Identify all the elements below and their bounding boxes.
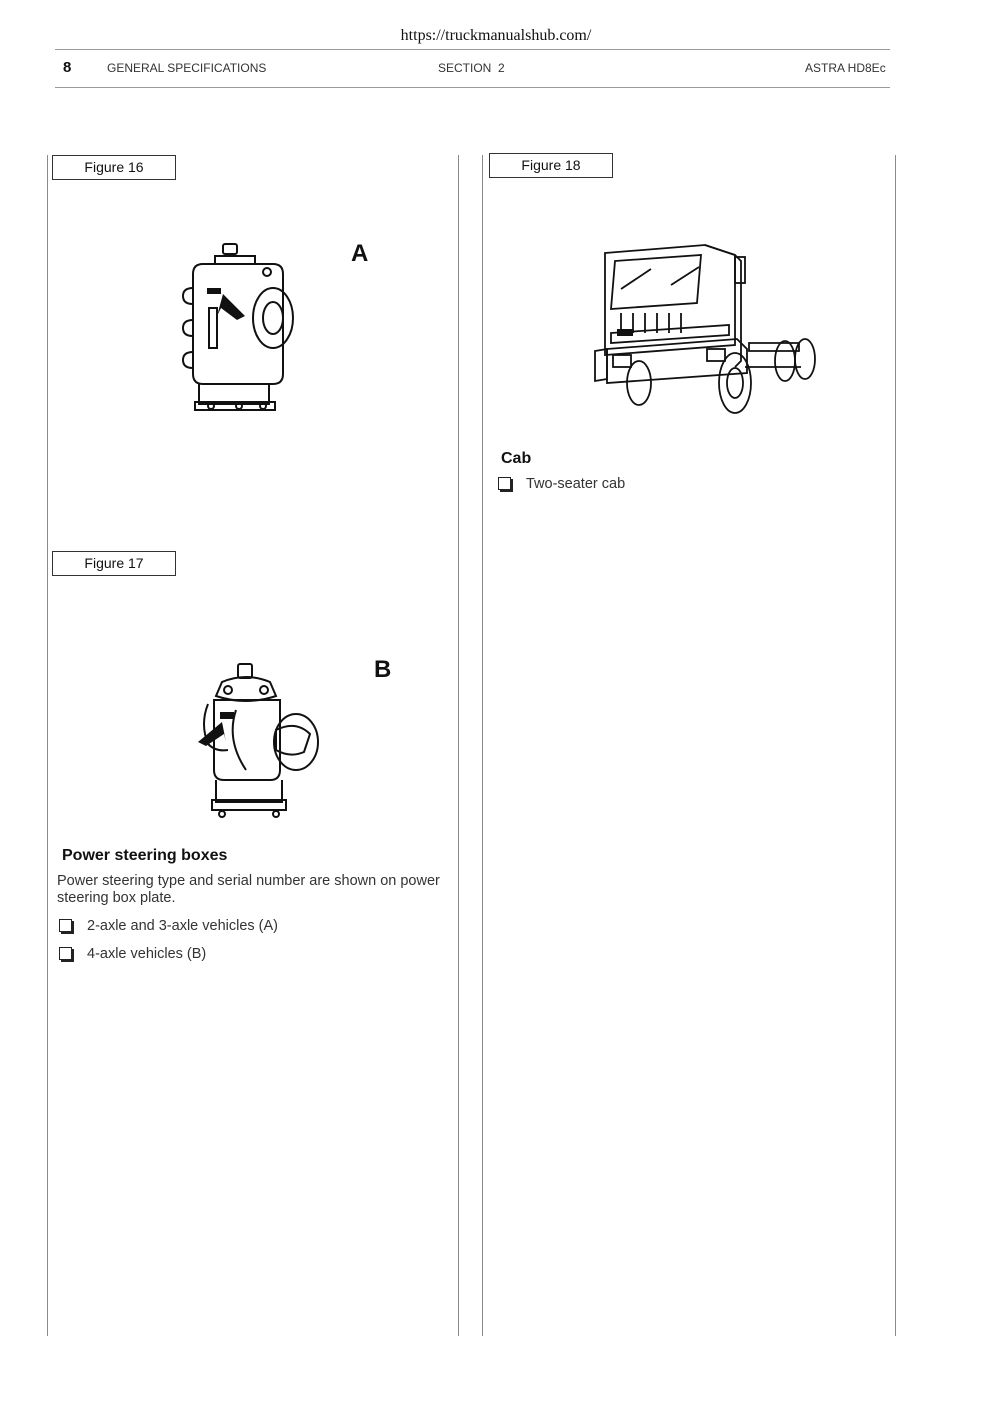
power-steering-heading: Power steering boxes	[62, 847, 228, 864]
bullet-text: Two-seater cab	[526, 476, 626, 492]
figure-17-label: Figure 17	[52, 551, 176, 576]
figure-16-letter: A	[351, 240, 369, 267]
right-column-rule	[895, 155, 896, 1336]
steering-box-b-illustration	[192, 660, 324, 822]
checkbox-icon	[59, 947, 72, 960]
power-steering-paragraph: Power steering type and serial number are shown on power steering box plate.	[57, 873, 440, 906]
figure-17-letter: B	[374, 656, 392, 683]
checkbox-icon	[498, 477, 511, 490]
header-bottom-rule	[55, 87, 890, 88]
figure-16-label: Figure 16	[52, 155, 176, 180]
left-column-rule	[47, 155, 48, 1336]
header-top-rule	[55, 49, 890, 50]
source-url[interactable]: https://truckmanualshub.com/	[400, 27, 592, 44]
header-section-number: SECTION 2	[438, 61, 505, 75]
checkbox-icon	[59, 919, 72, 932]
truck-cab-illustration	[585, 233, 820, 428]
steering-box-a-illustration	[175, 238, 305, 418]
center-right-rule	[482, 155, 483, 1336]
center-left-rule	[458, 155, 459, 1336]
header-section-name: GENERAL SPECIFICATIONS	[107, 61, 267, 75]
figure-18-label: Figure 18	[489, 153, 613, 178]
bullet-text: 2-axle and 3-axle vehicles (A)	[87, 918, 279, 934]
bullet-item-2	[59, 946, 206, 962]
cab-heading: Cab	[501, 450, 532, 467]
cab-bullet-item	[498, 476, 625, 492]
page-number: 8	[63, 59, 72, 76]
bullet-text: 4-axle vehicles (B)	[87, 946, 207, 962]
bullet-item-1	[59, 918, 278, 934]
header-model: ASTRA HD8Ec	[805, 61, 886, 75]
